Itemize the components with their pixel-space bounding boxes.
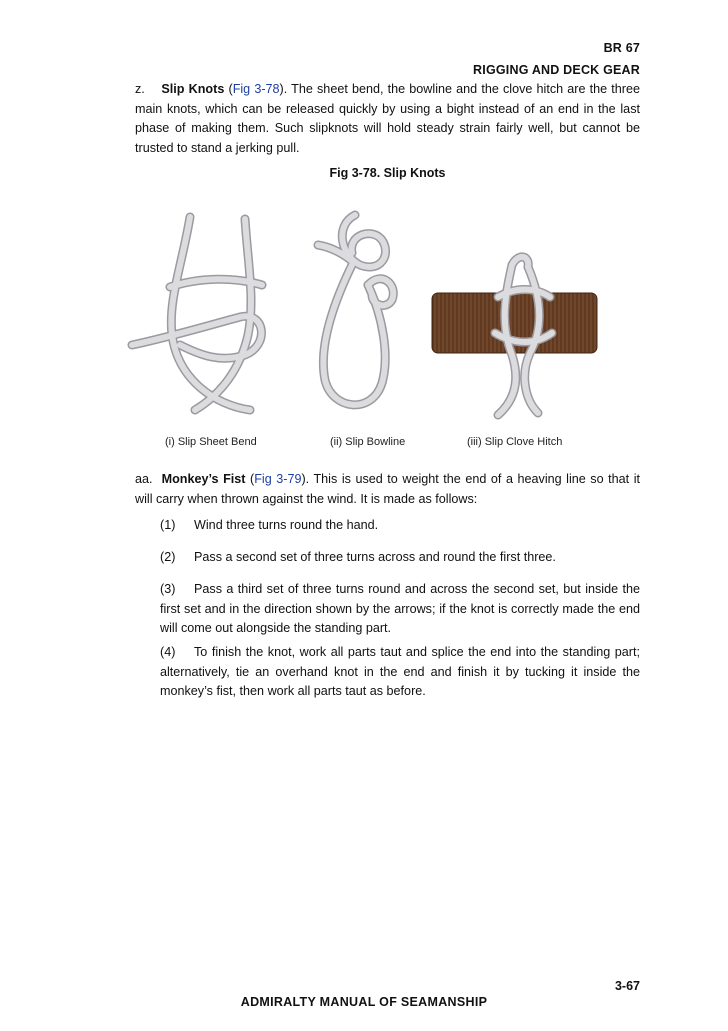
- step-text: Pass a second set of three turns across and round the first three.: [194, 550, 556, 564]
- list-item: [160, 580, 640, 639]
- figure-link[interactable]: Fig 3-78: [232, 82, 280, 96]
- step-number: (2): [160, 550, 176, 564]
- paragraph-monkeys-fist: aa. Monkey’s Fist (Fig 3-79). This is used to weight the end of a heaving line so that it will carry when thrown against the wind. It is made as follows:: [135, 472, 641, 506]
- slip-sheet-bend-illustration: [132, 217, 262, 410]
- paragraph-heading: Monkey’s Fist: [161, 472, 246, 486]
- paragraph-text: ). This is used to weight the end of a heaving line so that it will carry when thrown against the wind. It is made as follows:: [135, 472, 641, 506]
- caption-slip-bowline: (ii) Slip Bowline: [330, 436, 406, 448]
- step-number: (4): [160, 645, 176, 659]
- paragraph-label: z.: [135, 82, 145, 96]
- list-item: [160, 516, 640, 536]
- step-text: Wind three turns round the hand.: [194, 518, 379, 532]
- section-title: RIGGING AND DECK GEAR: [473, 63, 640, 77]
- step-text: To finish the knot, work all parts taut and splice the end into the standing part; alternatively, tie an overhand knot in the end and finish it by tucking it inside the monkey’s fist, then work all parts taut as before.: [160, 645, 640, 698]
- caption-slip-clove-hitch: (iii) Slip Clove Hitch: [467, 436, 563, 448]
- page-footer: ADMIRALTY MANUAL OF SEAMANSHIP: [240, 995, 488, 1009]
- figure-title: Fig 3-78. Slip Knots: [329, 166, 446, 180]
- step-number: (1): [160, 518, 176, 532]
- paragraph-slip-knots: z. Slip Knots (Fig 3-78). The sheet bend, the bowline and the clove hitch are the three main knots, which can be released quickly by using a bight instead of an end in the last phase of making them. Such slipknots will hold steady strain fairly well, but cannot be trusted to stand a jerking pull.: [135, 82, 640, 155]
- slip-knots-figure: [120, 205, 655, 460]
- step-number: (3): [160, 582, 176, 596]
- paragraph-label: aa.: [135, 472, 153, 486]
- doc-id: BR 67: [603, 41, 640, 55]
- list-item: [160, 643, 640, 702]
- page-number: 3-67: [614, 979, 640, 993]
- figure-link[interactable]: Fig 3-79: [254, 472, 302, 486]
- list-item: [160, 548, 640, 568]
- slip-clove-hitch-illustration: [432, 257, 597, 415]
- caption-slip-sheet-bend: (i) Slip Sheet Bend: [165, 436, 257, 448]
- step-text: Pass a third set of three turns round and across the second set, but inside the first set and in the direction shown by the arrows; if the knot is correctly made the end will come out alongside the standing part.: [160, 582, 640, 635]
- slip-bowline-illustration: [318, 215, 393, 405]
- paragraph-text: ). The sheet bend, the bowline and the clove hitch are the three main knots, which can be released quickly by using a bight instead of an end in the last phase of making them. Such slipknots will hold steady strain fairly well, but cannot be trusted to stand a jerking pull.: [135, 82, 640, 155]
- paragraph-heading: Slip Knots: [161, 82, 225, 96]
